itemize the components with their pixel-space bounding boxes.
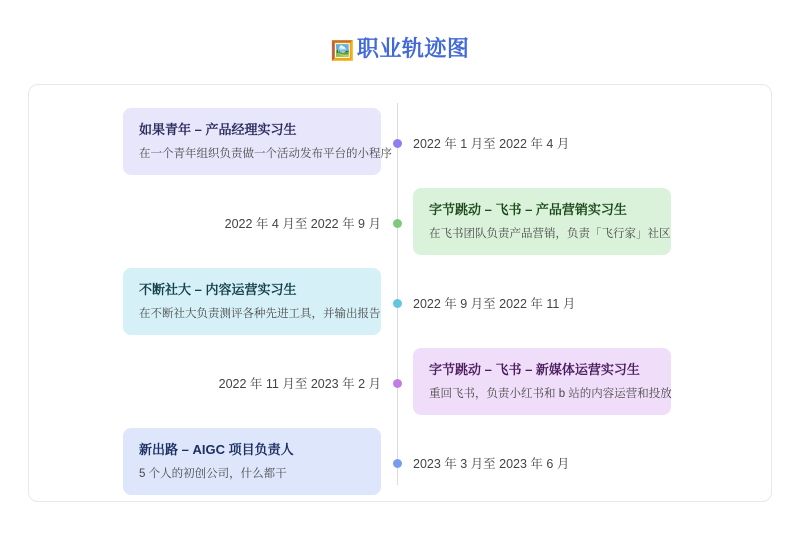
timeline-dot-icon (393, 139, 402, 148)
timeline-entry-description: 在不断社大负责测评各种先进工具，并输出报告 (139, 308, 381, 320)
timeline-entry-card[interactable] (123, 108, 392, 175)
timeline-entry-role: 不断社大 – 内容运营实习生 (139, 282, 297, 297)
timeline-row (29, 431, 773, 495)
page-title-text: 职业轨迹图 (356, 36, 470, 61)
timeline-card (28, 84, 772, 502)
timeline-entry-description: 5 个人的初创公司，什么都干 (139, 468, 287, 480)
timeline-row (29, 111, 773, 175)
timeline-entry-card[interactable] (413, 188, 671, 255)
timeline-date: 2023 年 3 月至 2023 年 6 月 (413, 457, 570, 471)
timeline-entry-card[interactable] (123, 428, 381, 495)
timeline-entry-description: 在一个青年组织负责做一个活动发布平台的小程序 (139, 148, 392, 160)
timeline-entry-description: 重回飞书，负责小红书和 b 站的内容运营和投放 (429, 388, 672, 400)
timeline-row (29, 191, 773, 255)
timeline-entry-role: 如果青年 – 产品经理实习生 (139, 122, 297, 137)
picture-icon: 🖼️ (330, 41, 355, 62)
timeline-dot-icon (393, 299, 402, 308)
page-title (0, 0, 800, 61)
timeline-date: 2022 年 9 月至 2022 年 11 月 (413, 297, 576, 311)
timeline (29, 85, 773, 503)
timeline-entry-card[interactable] (413, 348, 671, 415)
timeline-date: 2022 年 11 月至 2023 年 2 月 (218, 377, 381, 391)
timeline-dot-icon (393, 379, 402, 388)
timeline-entry-role: 字节跳动 – 飞书 – 新媒体运营实习生 (429, 362, 640, 377)
timeline-entry-description: 在飞书团队负责产品营销，负责「飞行家」社区 (429, 228, 671, 240)
timeline-row (29, 351, 773, 415)
timeline-date: 2022 年 4 月至 2022 年 9 月 (224, 217, 381, 231)
timeline-entry-card[interactable] (123, 268, 381, 335)
timeline-dot-icon (393, 459, 402, 468)
timeline-entry-role: 新出路 – AIGC 项目负责人 (139, 442, 294, 457)
timeline-dot-icon (393, 219, 402, 228)
timeline-row (29, 271, 773, 335)
timeline-date: 2022 年 1 月至 2022 年 4 月 (413, 137, 570, 151)
timeline-entry-role: 字节跳动 – 飞书 – 产品营销实习生 (429, 202, 627, 217)
